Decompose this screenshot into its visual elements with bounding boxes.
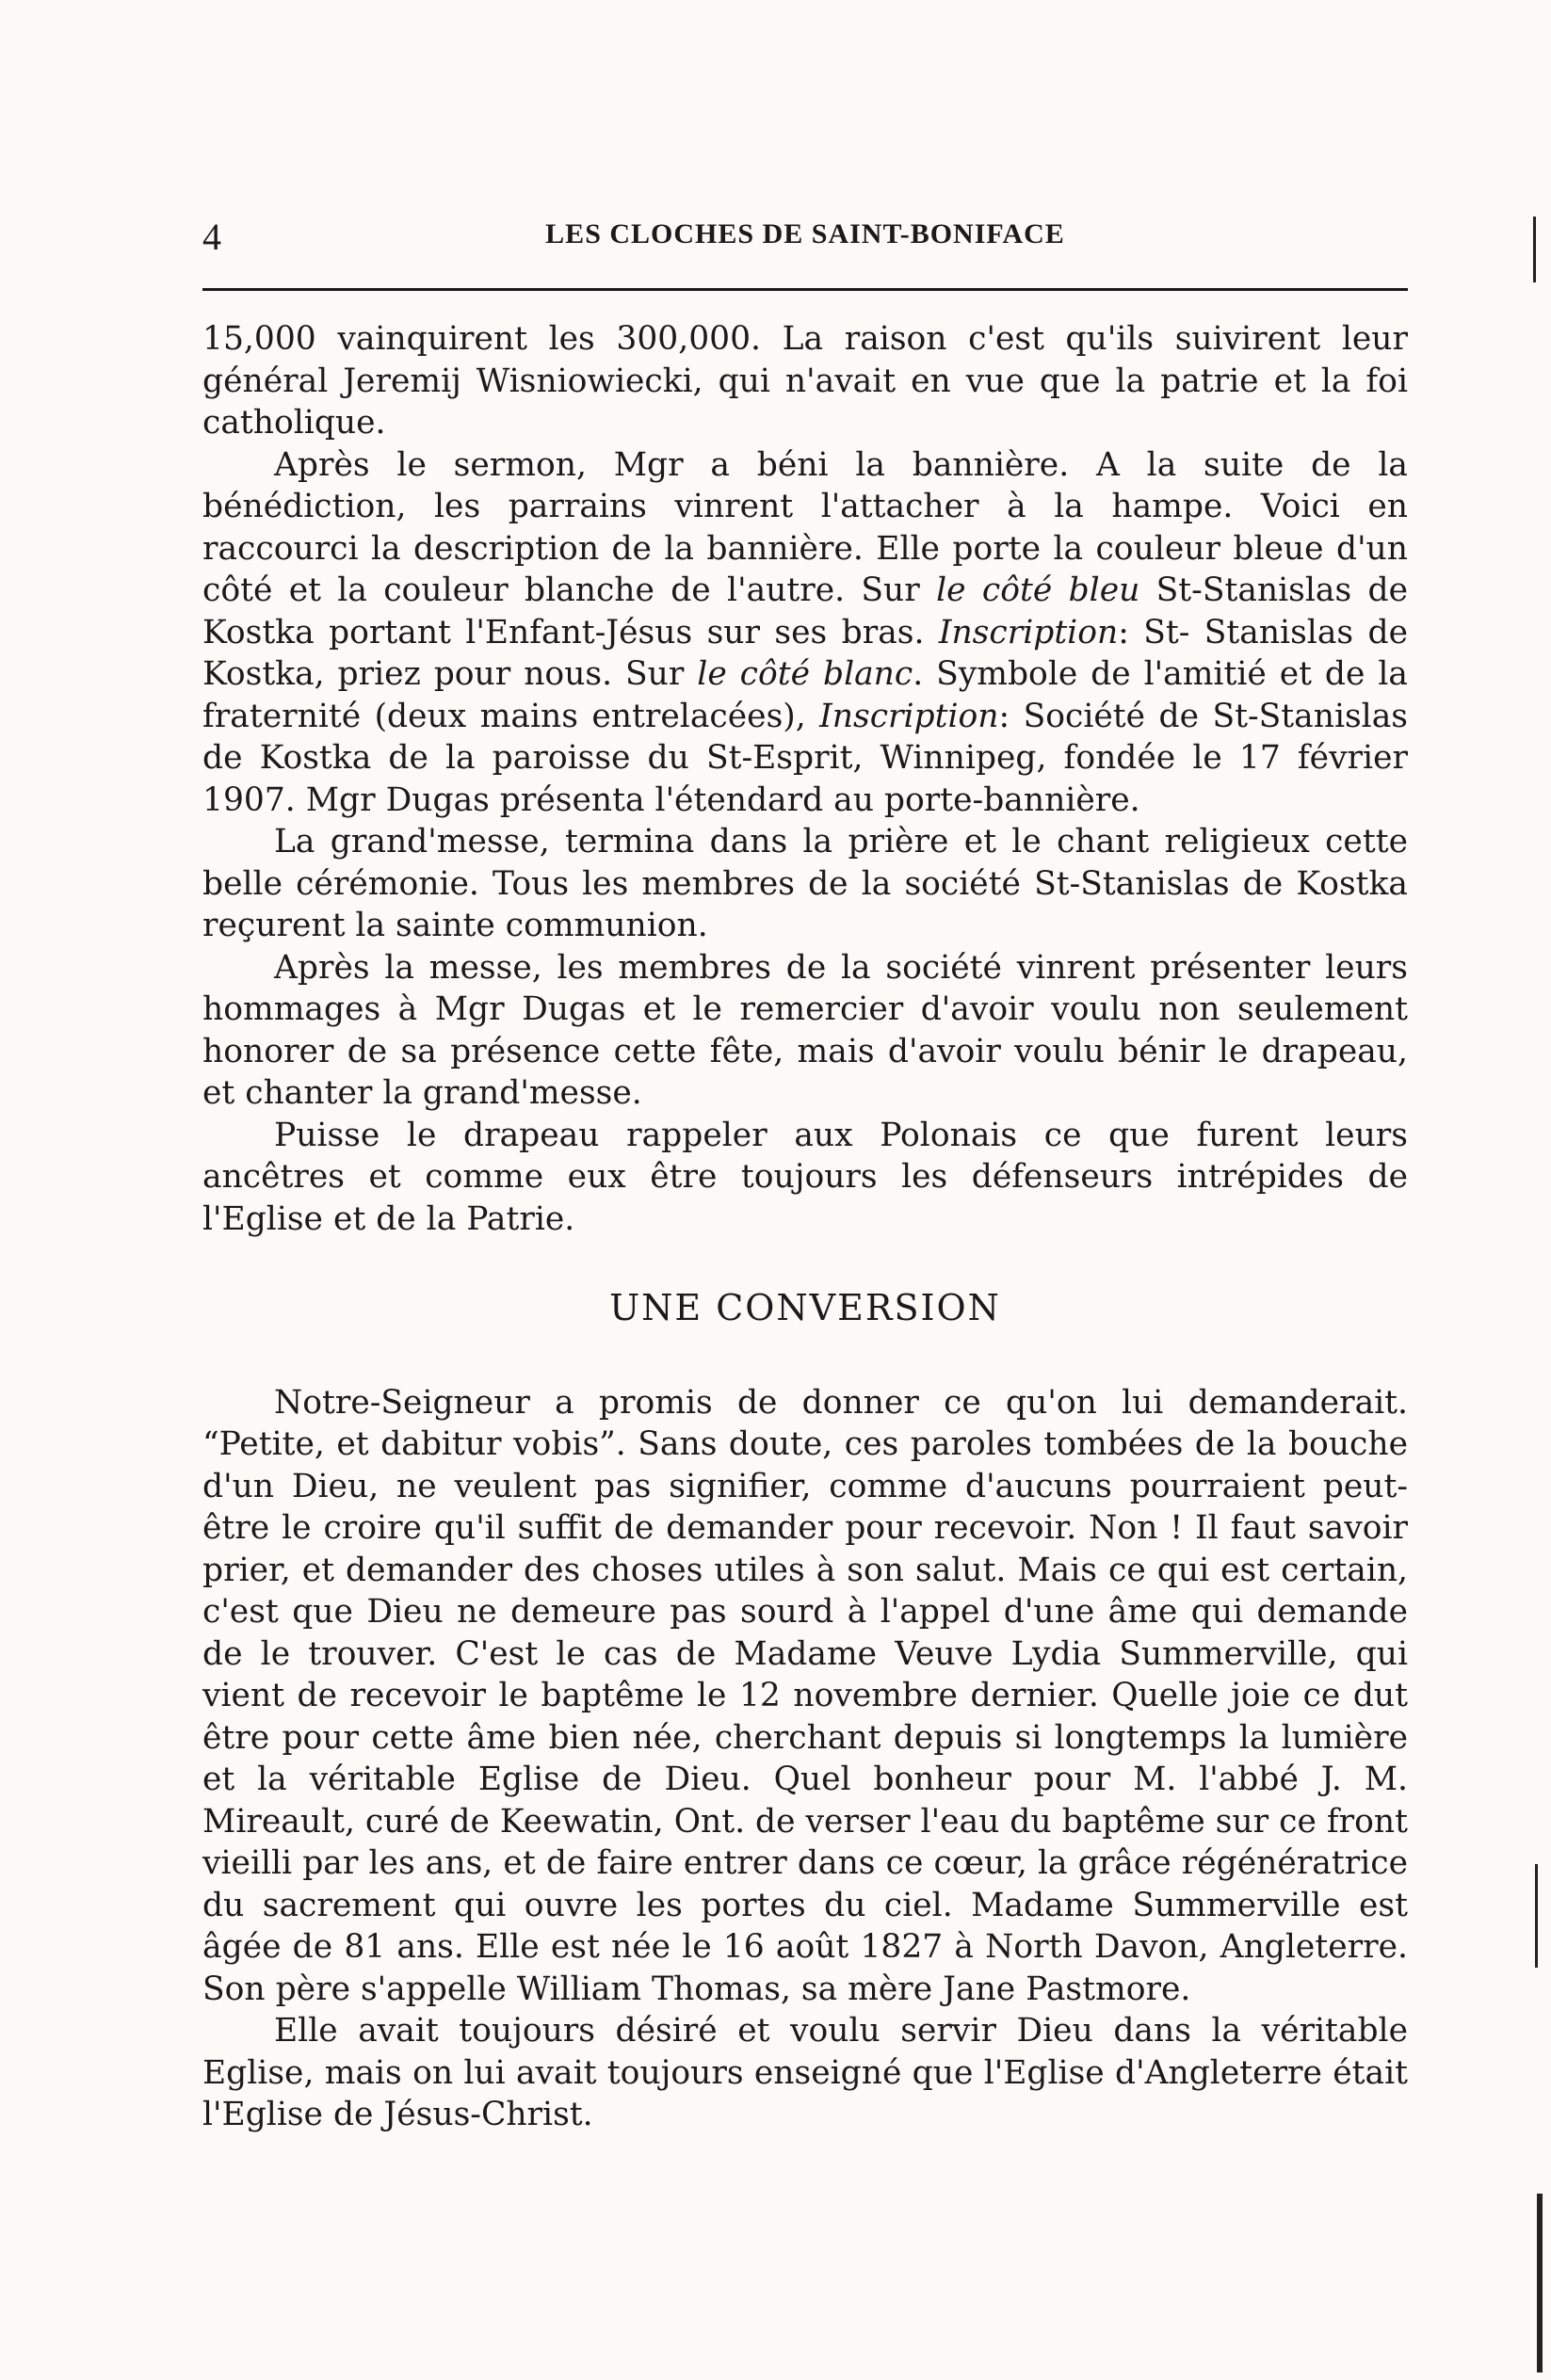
header-rule	[202, 288, 1408, 291]
paragraph-text: La grand'messe, termina dans la prière et le chant religieux cette belle cérémonie. Tous les membres de la société St-Stanislas de Kostka reçurent la sainte communion.	[202, 823, 1408, 944]
page	[202, 215, 1408, 2133]
paragraph-text: Après la messe, les membres de la société vinrent présenter leurs hommages à Mgr Dugas et le remercier d'avoir voulu non seulement honorer de sa présence cette fête, mais d'avoir voulu bénir le drapeau, et chanter la grand'messe.	[202, 948, 1408, 1112]
paragraph-3	[202, 821, 1408, 947]
paragraph-text: : Société de St-Stanislas de Kostka de la paroisse du St-Esprit, Winnipeg, fondée le 17 février 1907. Mgr Dugas présenta l'étendard au porte-bannière.	[202, 697, 1408, 819]
italic-phrase: le côté bleu	[936, 571, 1140, 609]
paragraph-7	[202, 2010, 1408, 2136]
body-text	[202, 318, 1408, 2136]
paragraph-2	[202, 444, 1408, 822]
paragraph-text: St-Stanislas de Kostka portant l'Enfant-Jésus sur ses bras.	[202, 571, 1408, 651]
paragraph-4	[202, 947, 1408, 1115]
book-title: LES CLOCHES DE SAINT-BONIFACE	[545, 218, 1065, 249]
paragraph-text: . Symbole de l'amitié et de la fraternité (deux mains entrelacées),	[202, 655, 1408, 735]
paragraph-text: Notre-Seigneur a promis de donner ce qu'on lui demanderait. “Petite, et dabitur vobis”. Sans doute, ces paroles tombées de la bouche d'un Dieu, ne veulent pas signifier, comme d'aucuns pourraient peut-être le croire qu'il suffit de demander pour recevoir. Non ! Il faut savoir prier, et demander des choses utiles à son salut. Mais ce qui est certain, c'est que Dieu ne demeure pas sourd à l'appel d'une âme qui demande de le trouver. C'est le cas de Madame Veuve Lydia Summerville, qui vient de recevoir le baptême le 12 novembre dernier. Quelle joie ce dut être pour cette âme bien née, cherchant depuis si longtemps la lumière et la véritable Eglise de Dieu. Quel bonheur pour M. l'abbé J. M. Mireault, curé de Keewatin, Ont. de verser l'eau du baptême sur ce front vieilli par les ans, et de faire entrer dans ce cœur, la grâce régénératrice du sacrement qui ouvre les portes du ciel. Madame Summerville est âgée de 81 ans. Elle est née le 16 août 1827 à North Davon, Angleterre. Son père s'appelle William Thomas, sa mère Jane Pastmore.	[202, 1383, 1408, 2008]
paragraph-6	[202, 1382, 1408, 2011]
page-number: 4	[202, 216, 221, 258]
scan-edge-mark	[1537, 2194, 1543, 2372]
section-title: UNE CONVERSION	[609, 1287, 1001, 1328]
running-head	[202, 215, 1408, 271]
italic-phrase: Inscription	[938, 613, 1119, 651]
paragraph-text: Après le sermon, Mgr a béni la bannière. A la suite de la bénédiction, les parrains vinrent l'attacher à la hampe. Voici en raccourci la description de la bannière. Elle porte la couleur bleue d'un côté et la couleur blanche de l'autre. Sur	[202, 445, 1408, 609]
paragraph-5	[202, 1115, 1408, 1241]
paragraph-text: Puisse le drapeau rappeler aux Polonais ce que furent leurs ancêtres et comme eux être toujours les défenseurs intrépides de l'Eglise et de la Patrie.	[202, 1116, 1408, 1238]
paragraph-text: : St- Stanislas de Kostka, priez pour nous. Sur	[202, 613, 1408, 693]
scan-edge-mark	[1535, 1864, 1538, 1968]
paragraph-text: 15,000 vainquirent les 300,000. La raison c'est qu'ils suivirent leur général Jeremij Wisniowiecki, qui n'avait en vue que la patrie et la foi catholique.	[202, 320, 1408, 442]
paragraph-text: Elle avait toujours désiré et voulu servir Dieu dans la véritable Eglise, mais on lui avait toujours enseigné que l'Eglise d'Angleterre était l'Eglise de Jésus-Christ.	[202, 2012, 1408, 2133]
italic-phrase: le côté blanc	[697, 655, 913, 693]
scan-edge-mark	[1533, 217, 1536, 282]
paragraph-1	[202, 318, 1408, 444]
italic-phrase: Inscription	[819, 697, 999, 735]
